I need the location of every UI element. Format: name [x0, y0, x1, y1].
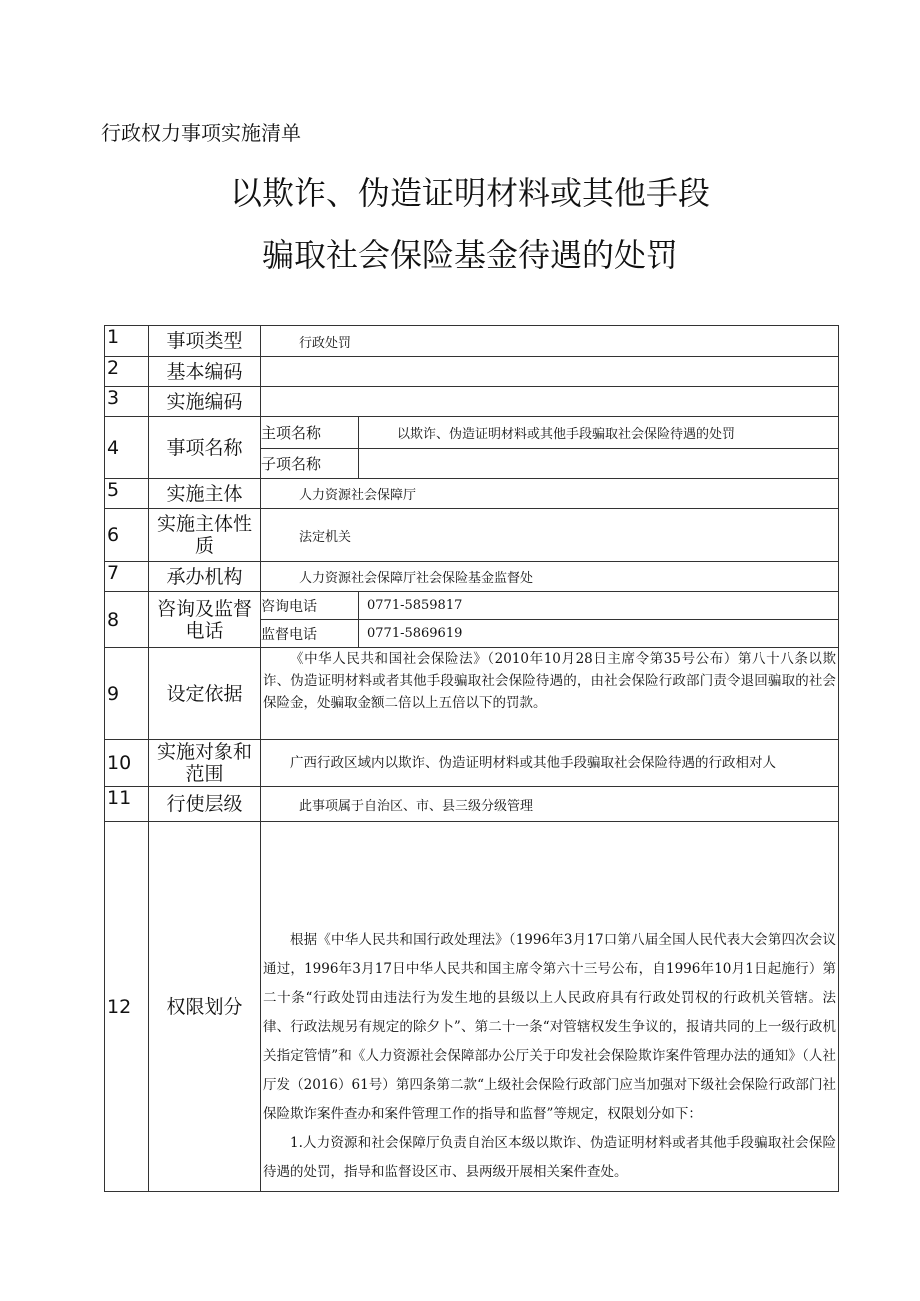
row-label-basic-code: 基本编码 [149, 357, 261, 387]
legal-basis-text: 《中华人民共和国社会保险法》（2010年10月28日主席令第35号公布）第八十八条以欺诈、伪造证明材料或者其他手段骗取社会保险待遇的，由社会保险行政部门责令退回骗取的社会保险金，处骗取金额二倍以上五倍以下的罚款。 [263, 651, 837, 711]
target-scope-text: 广西行政区域内以欺诈、伪造证明材料或其他手段骗取社会保险待遇的行政相对人 [290, 755, 776, 771]
table-row [105, 822, 839, 1192]
table-row [105, 787, 839, 822]
table-row [105, 387, 839, 417]
row-label-exercise-level: 行使层级 [149, 787, 261, 822]
item-table [104, 325, 839, 1192]
row-label-impl-code: 实施编码 [149, 387, 261, 417]
row-number: 3 [105, 387, 149, 417]
consult-phone-label: 咨询电话 [261, 592, 359, 620]
supervise-phone-label: 监督电话 [261, 620, 359, 648]
table-row [105, 592, 839, 620]
table-row [105, 562, 839, 592]
row-value-legal-basis [261, 648, 839, 740]
row-label-target-scope: 实施对象和范围 [149, 740, 261, 787]
row-label-legal-basis: 设定依据 [149, 648, 261, 740]
row-label-item-type: 事项类型 [149, 326, 261, 357]
row-number: 1 [105, 326, 149, 357]
main-item-value: 以欺诈、伪造证明材料或其他手段骗取社会保险待遇的处罚 [359, 417, 839, 449]
row-value-basic-code [261, 357, 839, 387]
authority-paragraph-1: 根据《中华人民共和国行政处理法》（1996年3月17口第八届全国人民代表大会第四次会议通过，1996年3月17日中华人民共和国主席令第六十三号公布，自1996年10月1日起施行）第二十条“行政处罚由违法行为发生地的县级以上人民政府具有行政处罚权的行政机关管辖。法律、行政法规另有规定的除夕卜”、第二十一条“对管辖权发生争议的，报请共同的上一级行政机关指定管情”和《人力资源社会保障部办公厅关于印发社会保险欺诈案件管理办法的通知》（人社厅发（2016）61号）第四条第二款“上级社会保险行政部门应当加强对下级社会保险行政部门社保险欺诈案件查办和案件管理工作的指导和监督”等规定，权限划分如下： [263, 932, 837, 1122]
table-row [105, 740, 839, 787]
row-value-subject-nature: 法定机关 [261, 509, 839, 562]
row-number: 12 [105, 822, 149, 1192]
row-value-target-scope [261, 740, 839, 787]
document-label: 行政权力事项实施清单 [101, 121, 301, 145]
table-row [105, 357, 839, 387]
document-title-line2: 骗取社会保险基金待遇的处罚 [261, 236, 678, 274]
table-row [105, 648, 839, 740]
supervise-phone-value: 0771-5869619 [359, 620, 839, 648]
row-value-impl-code [261, 387, 839, 417]
row-label-item-name: 事项名称 [149, 417, 261, 479]
table-row [105, 326, 839, 357]
row-value-authority-division [261, 822, 839, 1192]
row-number: 5 [105, 479, 149, 509]
row-number: 7 [105, 562, 149, 592]
table-row [105, 417, 839, 449]
row-number: 6 [105, 509, 149, 562]
row-label-authority-division: 权限划分 [149, 822, 261, 1192]
row-number: 10 [105, 740, 149, 787]
row-value-item-type: 行政处罚 [261, 326, 839, 357]
row-number: 8 [105, 592, 149, 648]
row-label-impl-subject: 实施主体 [149, 479, 261, 509]
table-row [105, 479, 839, 509]
row-label-handling-agency: 承办机构 [149, 562, 261, 592]
main-item-label: 主项名称 [261, 417, 359, 449]
row-number: 2 [105, 357, 149, 387]
table-row [105, 509, 839, 562]
row-value-handling-agency: 人力资源社会保障厅社会保险基金监督处 [261, 562, 839, 592]
row-value-exercise-level: 此事项属于自治区、市、县三级分级管理 [261, 787, 839, 822]
row-number: 9 [105, 648, 149, 740]
document-title-line1: 以欺诈、伪造证明材料或其他手段 [229, 174, 710, 212]
sub-item-value [359, 449, 839, 479]
row-label-subject-nature: 实施主体性质 [149, 509, 261, 562]
row-label-phones: 咨询及监督电话 [149, 592, 261, 648]
row-number: 11 [105, 787, 149, 822]
authority-paragraph-2: 1.人力资源和社会保障厅负责自治区本级以欺诈、伪造证明材料或者其他手段骗取社会保险待遇的处罚，指导和监督设区市、县两级开展相关案件查处。 [263, 1135, 837, 1180]
row-number: 4 [105, 417, 149, 479]
sub-item-label: 子项名称 [261, 449, 359, 479]
consult-phone-value: 0771-5859817 [359, 592, 839, 620]
row-value-impl-subject: 人力资源社会保障厅 [261, 479, 839, 509]
